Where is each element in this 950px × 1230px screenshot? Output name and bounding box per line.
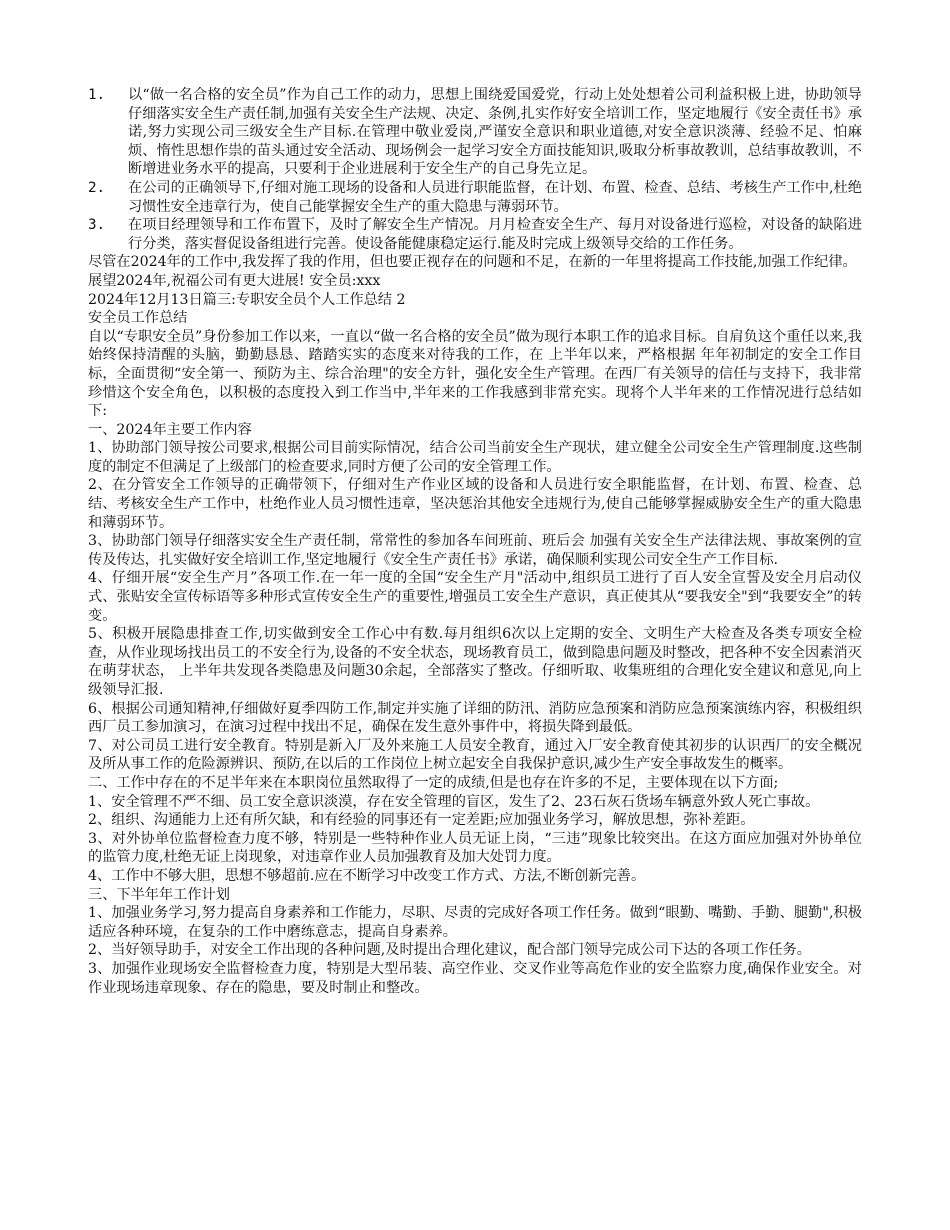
list-item-text: 以“做一名合格的安全员”作为自己工作的动力，思想上围绕爱国爱党，行动上处处想着公司利益积极上进，协助领导仔细落实安全生产责任制,加强有关安全生产法规、决定、条例,扎实作好安全培训工作，坚定地履行《安全责任书》承诺,努力实现公司三级安全生产目标.在管理中敬业爱岗,严谨安全意识和职业道德,对安全意识淡薄、经验不足、怕麻烦、惰性思想作祟的苗头通过安全活动、现场例会一起学习安全方面技能知识,吸取分析事故教训，总结事故教训，不断增进业务水平的提高，只要利于企业进展利于安全生产的自己身先立足。 [128,87,862,178]
paragraph-work-item: 3、协助部门领导仔细落实安全生产责任制，常常性的参加各车间班前、班后会 加强有关安全生产法律法规、事故案例的宣传及传达，扎实做好安全培训工作,坚定地履行《安全生产责任书》承诺，确保顺利实现公司安全生产工作目标. [88,533,862,568]
paragraph-plan-item: 2、当好领导助手，对安全工作出现的各种问题,及时提出合理化建议，配合部门领导完成公司下达的各项工作任务。 [88,942,811,959]
paragraph-work-item: 4、仔细开展“安全生产月”各项工作.在一年一度的全国“安全生产月"活动中,组织员工进行了百人安全宣誓及安全月启动仪式、张贴安全宣传标语等多种形式宣传安全生产的重要性,增强员工安全生产意识，真正使其从“要我安全"到“我要安全”的转变。 [88,570,862,624]
list-number: 2. [88,179,106,196]
paragraph-introduction: 自以“专职安全员”身份参加工作以来，一直以“做一名合格的安全员”做为现行本职工作的追求目标。自肩负这个重任以来,我始终保持清醒的头脑，勤勤恳恳、踏踏实实的态度来对待我的工作，在 上半年以来，严格根据 年年初制定的安全工作目标，全面贯彻“安全第一、预防为主、综合治理"的安全方针，强化安全生产管理。在西厂有关领导的信任与支持下，我非常珍惜这个安全角色，以积极的态度投入到工作当中,半年来的工作我感到非常充实。现将个人半年来的工作情况进行总结如下: [88,328,862,420]
paragraph-work-item: 6、根据公司通知精神,仔细做好夏季四防工作,制定并实施了详细的防汛、消防应急预案和消防应急预案演练内容，积极组织西厂员工参加演习，在演习过程中找出不足，确保在发生意外事件中，将损失降到最低。 [88,700,862,736]
paragraph-work-item: 7、对公司员工进行安全教育。特别是新入厂及外来施工人员安全教育，通过入厂安全教育使其初步的认识西厂的安全概况及所从事工作的危险源辨识、预防,在以后的工作岗位上树立起安全自我保护意识,减少生产安全事故发生的概率。 [88,737,862,773]
paragraph-work-item: 5、积极开展隐患排查工作,切实做到安全工作心中有数.每月组织6次以上定期的安全、文明生产大检查及各类专项安全检查，从作业现场找出员工的不安全行为,设备的不安全状态，现场教育员工，做到隐患问题及时整改，把各种不安全因素消灭在萌芽状态， 上半年共发现各类隐患及问题30余起，全部落实了整改。仔细听取、收集班组的合理化安全建议和意见,向上级领导汇报. [88,626,862,698]
paragraph-work-item: 1、协助部门领导按公司要求,根据公司目前实际情况，结合公司当前安全生产现状，建立健全公司安全生产管理制度.这些制度的制定不但满足了上级部门的检查要求,同时方便了公司的安全管理工作。 [88,440,862,475]
document-title: 安全员工作总结 [88,310,188,327]
paragraph-work-item: 2、在分管安全工作领导的正确带领下，仔细对生产作业区域的设备和人员进行安全职能监督，在计划、布置、检查、总结、考核安全生产工作中，杜绝作业人员习惯性违章，坚决惩治其他安全违规行为,使自己能够掌握威胁安全生产的重大隐患和薄弱环节。 [88,477,862,531]
list-item-text: 在公司的正确领导下,仔细对施工现场的设备和人员进行职能监督，在计划、布置、检查、总结、考核生产工作中,杜绝习惯性安全违章行为，使自己能掌握安全生产的重大隐患与薄弱环节。 [128,179,862,215]
list-item [88,86,862,179]
paragraph-shortcoming-item: 4、工作中不够大胆，思想不够超前.应在不断学习中改变工作方式、方法,不断创新完善。 [88,867,646,884]
paragraph-plan-item: 1、加强业务学习,努力提高自身素养和工作能力，尽职、尽责的完成好各项工作任务。做到“眼勤、嘴勤、手勤、腿勤",积极适应各种环境，在复杂的工作中磨练意志，提高自身素养。 [88,905,862,940]
paragraph-shortcoming-item: 3、对外协单位监督检查力度不够，特别是一些特种作业人员无证上岗，“三违”现象比较突出。在这方面应加强对外协单位的监管力度,杜绝无证上岗现象，对违章作业人员加强教育及加大处罚力度。 [88,830,862,866]
paragraph-shortcoming-item: 2、组织、沟通能力上还有所欠缺，和有经验的同事还有一定差距;应加强业务学习，解放思想，弥补差距。 [88,812,755,829]
section-heading-shortcomings: 二、工作中存在的不足半年来在本职岗位虽然取得了一定的成绩,但是也存在许多的不足，主要体现在以下方面; [88,774,779,791]
section-heading-plan: 三、下半年年工作计划 [88,886,230,903]
paragraph-closing-remark: 尽管在2024年的工作中,我发挥了我的作用，但也要正视存在的问题和不足，在新的一年里将提高工作技能,加强工作纪律。 [88,254,857,271]
list-number: 3. [88,217,106,234]
list-item [88,216,862,253]
paragraph-shortcoming-item: 1、安全管理不严不细、员工安全意识淡漠，存在安全管理的盲区，发生了2、23石灰石货场车辆意外致人死亡事故。 [88,793,820,810]
intro-numbered-list [88,86,862,253]
paragraph-plan-item: 3、加强作业现场安全监督检查力度，特别是大型吊装、高空作业、交叉作业等高危作业的安全监察力度,确保作业安全。对作业现场违章现象、存在的隐患，要及时制止和整改。 [88,960,862,996]
paragraph-outlook-signature: 展望2024年,祝福公司有更大进展! 安全员:xxx [88,272,381,289]
list-item [88,179,862,216]
list-number: 1. [88,87,106,103]
section-heading-main-work: 一、2024年主要工作内容 [88,421,252,438]
paragraph-date-heading: 2024年12月13日篇三:专职安全员个人工作总结 2 [88,291,406,308]
list-item-text: 在项目经理领导和工作布置下，及时了解安全生产情况。月月检查安全生产、每月对设备进行巡检，对设备的缺陷进行分类，落实督促设备组进行完善。使设备能健康稳定运行.能及时完成上级领导交给的工作任务。 [128,217,862,252]
